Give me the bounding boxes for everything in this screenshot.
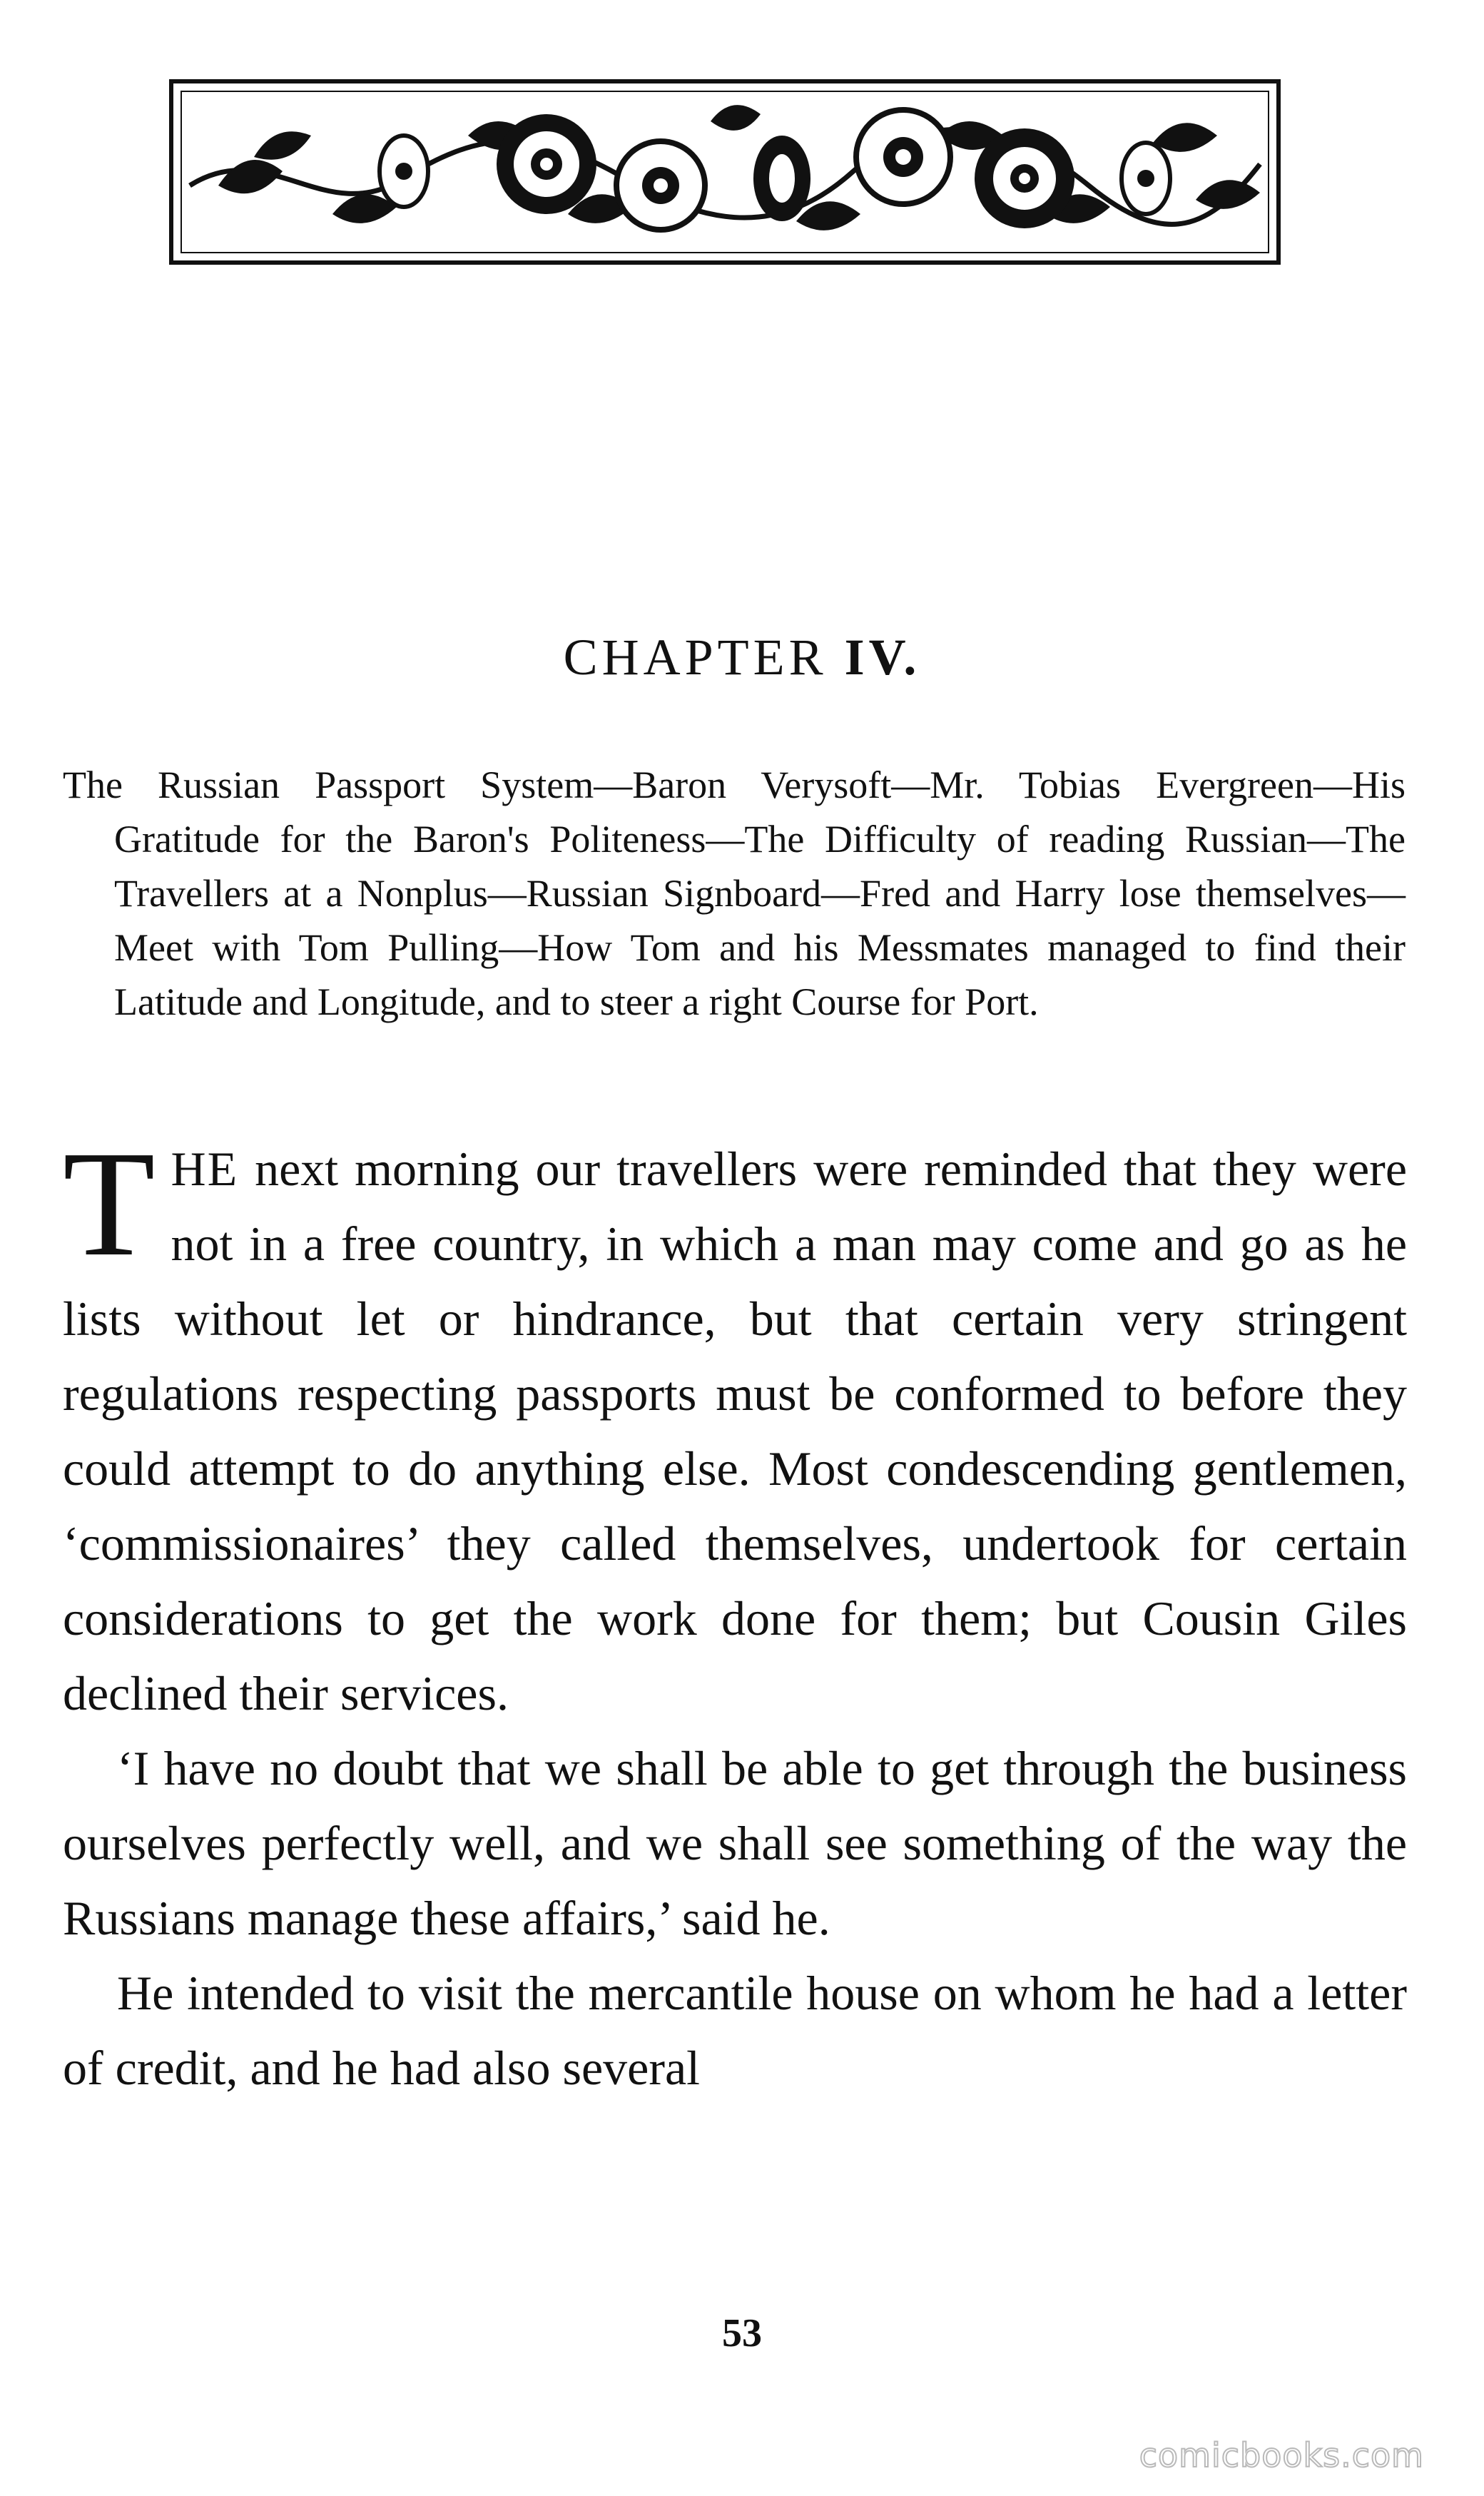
chapter-word: CHAPTER <box>563 629 828 686</box>
paragraph-1-text: next morning our travellers were reminded that they were not in a free country, in which a man may come and go as he lists without let or hindrance, but that certain very stringent regulations respecting passports must be conformed to before they could attempt to do anything else. Most condescending gentlemen, ‘commissionaires’ they called themselves, undertook for certain considerations to get the work done for them; but Cousin Giles declined their services. <box>63 1142 1407 1720</box>
paragraph-1 <box>63 1120 1407 1731</box>
chapter-heading <box>0 628 1484 687</box>
paragraph-3: He intended to visit the mercantile house on whom he had a letter of credit, and he had also several <box>63 1966 1407 2095</box>
floral-headpiece-icon <box>168 78 1281 265</box>
chapter-number: IV. <box>844 629 921 686</box>
lead-caps: HE <box>171 1142 239 1196</box>
chapter-synopsis: The Russian Passport System—Baron Verysoft—Mr. Tobias Evergreen—His Gratitude for the Baron's Politeness—The Difficulty of reading Russian—The Travellers at a Nonplus—Russian Signboard—Fred and Harry lose themselves—Meet with Tom Pulling—How Tom and his Messmates managed to find their Latitude and Longitude, and to steer a right Course for Port. <box>63 763 1406 1023</box>
watermark: comicbooks.com <box>1139 2436 1424 2475</box>
chapter-body <box>63 1120 1407 2106</box>
page-number: 53 <box>722 2311 762 2355</box>
drop-cap: T <box>63 1120 156 1287</box>
paragraph-2: ‘I have no doubt that we shall be able to get through the business ourselves perfectly well, and we shall see something of the way the Russians manage these affairs,’ said he. <box>63 1741 1407 1945</box>
